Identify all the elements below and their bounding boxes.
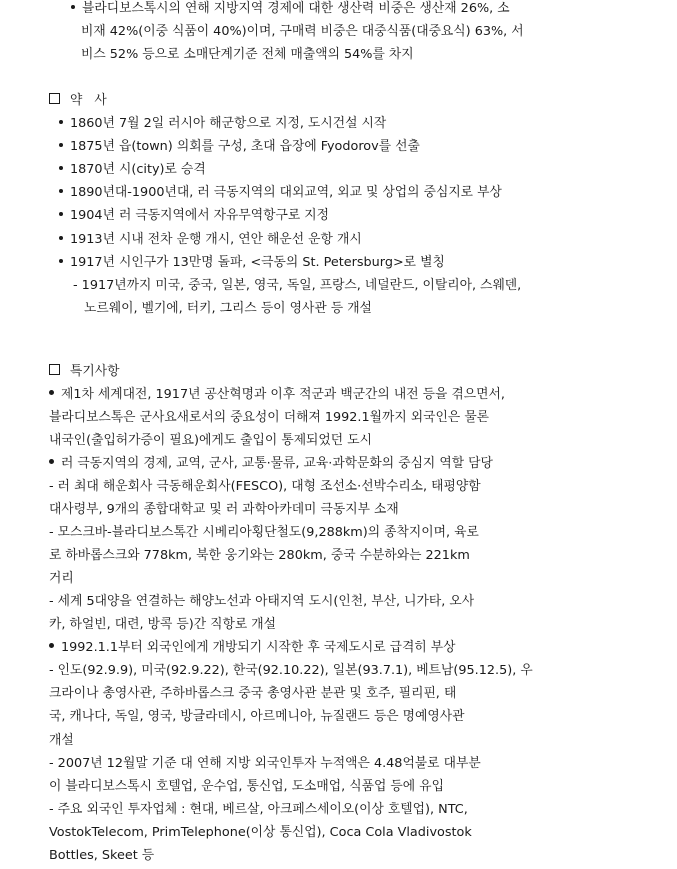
summary-line-2 xyxy=(81,24,524,40)
history-item xyxy=(59,185,502,201)
features-text: 1992.1.1부터 외국인에게 개방되기 시작한 후 국제도시로 급격히 부상 xyxy=(61,640,456,655)
features-line xyxy=(49,825,472,841)
features-line xyxy=(49,779,444,795)
summary-text: 비재 42%(이중 식품이 40%)이며, 구매력 비중은 대중식품(대중요식) 63%, 서 xyxy=(81,24,524,39)
features-line xyxy=(49,594,474,610)
features-line xyxy=(49,802,468,818)
features-text: 대사령부, 9개의 종합대학교 및 러 과학아카데미 극동지부 소재 xyxy=(49,502,399,517)
features-line xyxy=(49,663,533,679)
summary-text: 비스 52% 등으로 소매단계기준 전체 매출액의 54%를 차지 xyxy=(81,47,414,62)
history-item xyxy=(59,232,362,248)
history-item-text: 1913년 시내 전차 운행 개시, 연안 해운선 운항 개시 xyxy=(70,232,362,247)
features-text: Bottles, Skeet 등 xyxy=(49,848,155,863)
features-text: - 러 최대 해운회사 극동해운회사(FESCO), 대형 조선소·선박수리소, 태평양함 xyxy=(49,479,481,494)
history-item xyxy=(59,116,386,132)
bullet-icon xyxy=(71,5,75,9)
features-line xyxy=(49,686,456,702)
history-subitem-text: 노르웨이, 벨기에, 터키, 그리스 등이 영사관 등 개설 xyxy=(84,301,372,316)
history-item-text: 1904년 러 극동지역에서 자유무역항구로 지정 xyxy=(70,208,329,223)
features-text: 블라디보스톡은 군사요새로서의 중요성이 더해져 1992.1월까지 외국인은 물론 xyxy=(49,410,490,425)
features-text: - 2007년 12월말 기준 대 연해 지방 외국인투자 누적액은 4.48억불로 대부분 xyxy=(49,756,481,771)
features-line xyxy=(49,617,276,633)
bullet-icon xyxy=(59,120,63,124)
bullet-icon xyxy=(59,212,63,216)
features-text: - 주요 외국인 투자업체 : 현대, 베르살, 아크페스세이오(이상 호텔업), NTC, xyxy=(49,802,468,817)
features-line xyxy=(49,525,479,541)
features-text: VostokTelecom, PrimTelephone(이상 통신업), Coca Cola Vladivostok xyxy=(49,825,472,840)
section-heading-text: 약 사 xyxy=(70,93,111,108)
history-item xyxy=(59,162,206,178)
features-text: 개설 xyxy=(49,733,74,748)
features-text: - 모스크바-블라디보스톡간 시베리아횡단철도(9,288km)의 종착지이며, 육로 xyxy=(49,525,479,540)
features-text: 크라이나 총영사관, 주하바롭스크 중국 총영사관 분관 및 호주, 필리핀, 태 xyxy=(49,686,457,701)
bullet-icon xyxy=(59,236,63,240)
square-bullet-icon xyxy=(49,93,60,104)
bullet-icon xyxy=(49,643,54,648)
features-line xyxy=(49,756,481,772)
features-line xyxy=(49,502,399,518)
features-text: 이 블라디보스톡시 호텔업, 운수업, 통신업, 도소매업, 식품업 등에 유입 xyxy=(49,779,444,794)
history-item xyxy=(59,255,445,271)
features-text: - 세계 5대양을 연결하는 해양노선과 아태지역 도시(인천, 부산, 니가타, 오사 xyxy=(49,594,475,609)
features-line xyxy=(49,548,470,564)
features-text: 로 하바롭스크와 778km, 북한 웅기와는 280km, 중국 수분하와는 221km xyxy=(49,548,470,563)
features-line xyxy=(49,387,505,403)
features-line xyxy=(49,709,464,725)
features-line xyxy=(49,640,456,656)
features-text: 거리 xyxy=(49,571,74,586)
features-line xyxy=(49,410,489,426)
features-line xyxy=(49,571,74,587)
history-item xyxy=(59,139,420,155)
features-line xyxy=(49,433,372,449)
square-bullet-icon xyxy=(49,364,60,375)
history-subitem xyxy=(73,278,521,294)
history-item-text: 1860년 7월 2일 러시아 해군항으로 지정, 도시건설 시작 xyxy=(70,116,387,131)
history-item-text: 1917년 시인구가 13만명 돌파, <극동의 St. Petersburg>로 별칭 xyxy=(70,255,445,270)
features-heading xyxy=(49,364,119,380)
features-text: 제1차 세계대전, 1917년 공산혁명과 이후 적군과 백군간의 내전 등을 겪으면서, xyxy=(61,387,505,402)
features-text: - 인도(92.9.9), 미국(92.9.22), 한국(92.10.22), 일본(93.7.1), 베트남(95.12.5), 우 xyxy=(49,663,533,678)
history-subitem-text: - 1917년까지 미국, 중국, 일본, 영국, 독일, 프랑스, 네덜란드, 이탈리아, 스웨덴, xyxy=(73,278,522,293)
history-item-text: 1875년 읍(town) 의회를 구성, 초대 읍장에 Fyodorov를 선출 xyxy=(70,139,420,154)
features-line xyxy=(49,479,481,495)
history-item-text: 1890년대-1900년대, 러 극동지역의 대외교역, 외교 및 상업의 중심지로 부상 xyxy=(70,185,502,200)
summary-line-1 xyxy=(71,1,510,17)
features-text: 내국인(출입허가증이 필요)에게도 출입이 통제되었던 도시 xyxy=(49,433,372,448)
history-item xyxy=(59,208,329,224)
bullet-icon xyxy=(49,390,54,395)
history-heading xyxy=(49,93,111,109)
history-subitem xyxy=(84,301,372,317)
features-text: 카, 하얼빈, 대련, 방콕 등)간 직항로 개설 xyxy=(49,617,277,632)
section-heading-text: 특기사항 xyxy=(70,364,120,379)
bullet-icon xyxy=(59,166,63,170)
history-item-text: 1870년 시(city)로 승격 xyxy=(70,162,206,177)
summary-line-3 xyxy=(81,47,414,63)
summary-text: 블라디보스톡시의 연해 지방지역 경제에 대한 생산력 비중은 생산재 26%, 소 xyxy=(82,1,510,16)
features-line xyxy=(49,733,74,749)
features-text: 러 극동지역의 경제, 교역, 군사, 교통·물류, 교육·과학문화의 중심지 역할 담당 xyxy=(61,456,493,471)
bullet-icon xyxy=(59,259,63,263)
features-line xyxy=(49,848,154,864)
bullet-icon xyxy=(59,189,63,193)
features-text: 국, 캐나다, 독일, 영국, 방글라데시, 아르메니아, 뉴질랜드 등은 명예영사관 xyxy=(49,709,465,724)
bullet-icon xyxy=(59,143,63,147)
bullet-icon xyxy=(49,459,54,464)
features-line xyxy=(49,456,493,472)
